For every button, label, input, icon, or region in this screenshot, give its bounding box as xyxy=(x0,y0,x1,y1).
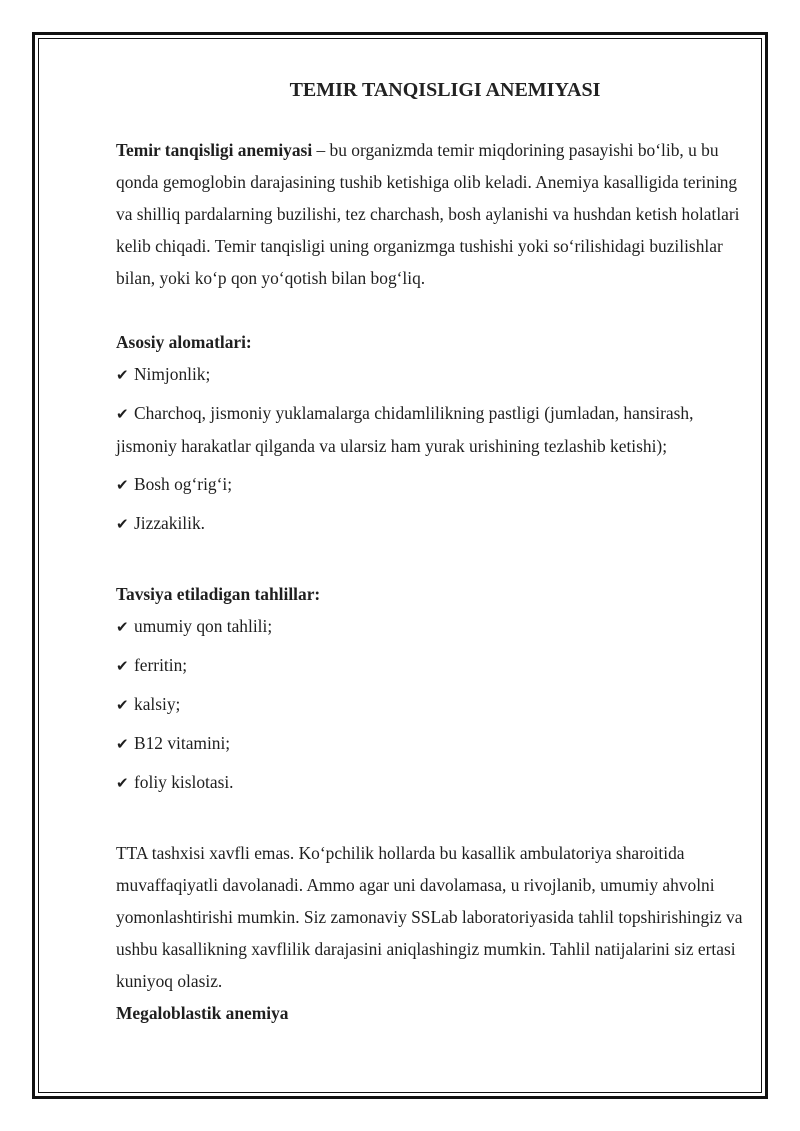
check-icon: ✔ xyxy=(116,696,129,714)
conclusion-paragraph: TTA tashxisi xavfli emas. Ko‘pchilik hollarda bu kasallik ambulatoriya sharoitida muvaffaqiyatli davolanadi. Ammo agar uni davolamasa, u rivojlanib, umumiy ahvolni yomonlashtirishi mumkin. Siz zamonaviy SSLab laboratoriyasida tahlil topshirishingiz va ushbu kasallikning xavflilik darajasini aniqlashingiz mumkin. Tahlil natijalarini siz ertasi kuniyoq olasiz. xyxy=(116,843,743,991)
spacer xyxy=(116,805,746,837)
list-item-text: B12 vitamini; xyxy=(134,733,231,753)
check-icon: ✔ xyxy=(116,774,129,792)
list-item-text: foliy kislotasi. xyxy=(134,772,234,792)
intro-term: Temir tanqisligi anemiyasi xyxy=(116,140,313,160)
check-icon: ✔ xyxy=(116,476,129,494)
list-item xyxy=(116,766,746,799)
tests-list xyxy=(116,610,746,799)
list-item xyxy=(116,649,746,682)
check-icon: ✔ xyxy=(116,618,129,636)
spacer xyxy=(116,294,746,326)
check-icon: ✔ xyxy=(116,366,129,384)
check-icon: ✔ xyxy=(116,515,129,533)
list-item xyxy=(116,688,746,721)
list-item-text: ferritin; xyxy=(134,655,188,675)
intro-paragraph xyxy=(116,134,746,294)
list-item-text: umumiy qon tahlili; xyxy=(134,616,273,636)
symptoms-list xyxy=(116,358,746,540)
list-item xyxy=(116,397,746,462)
list-item xyxy=(116,468,746,501)
list-item xyxy=(116,358,746,391)
list-item-text: Charchoq, jismoniy yuklamalarga chidamlilikning pastligi (jumladan, hansirash, jismoniy harakatlar qilganda va ularsiz ham yurak urishining tezlashib ketishi); xyxy=(116,403,694,456)
tests-heading: Tavsiya etiladigan tahlillar: xyxy=(116,584,321,604)
check-icon: ✔ xyxy=(116,405,129,423)
intro-text: – bu organizmda temir miqdorining pasayishi bo‘lib, u bu qonda gemoglobin darajasining tushib ketishiga olib keladi. Anemiya kasalligida terining va shilliq pardalarning buzilishi, tez charchash, bosh aylanishi va hushdan ketish holatlari kelib chiqadi. Temir tanqisligi uning organizmga tushishi yoki so‘rilishidagi buzilishlar bilan, yoki ko‘p qon yo‘qotish bilan bog‘liq. xyxy=(116,140,740,288)
document-body xyxy=(116,74,746,1029)
list-item-text: Nimjonlik; xyxy=(134,364,211,384)
next-section-heading: Megaloblastik anemiya xyxy=(116,1003,289,1023)
list-item-text: kalsiy; xyxy=(134,694,181,714)
document-title: TEMIR TANQISLIGI ANEMIYASI xyxy=(289,79,601,101)
symptoms-heading: Asosiy alomatlari: xyxy=(116,332,252,352)
list-item xyxy=(116,610,746,643)
list-item xyxy=(116,507,746,540)
check-icon: ✔ xyxy=(116,735,129,753)
list-item-text: Bosh og‘rig‘i; xyxy=(134,474,233,494)
list-item xyxy=(116,727,746,760)
list-item-text: Jizzakilik. xyxy=(134,513,205,533)
check-icon: ✔ xyxy=(116,657,129,675)
spacer xyxy=(116,546,746,578)
